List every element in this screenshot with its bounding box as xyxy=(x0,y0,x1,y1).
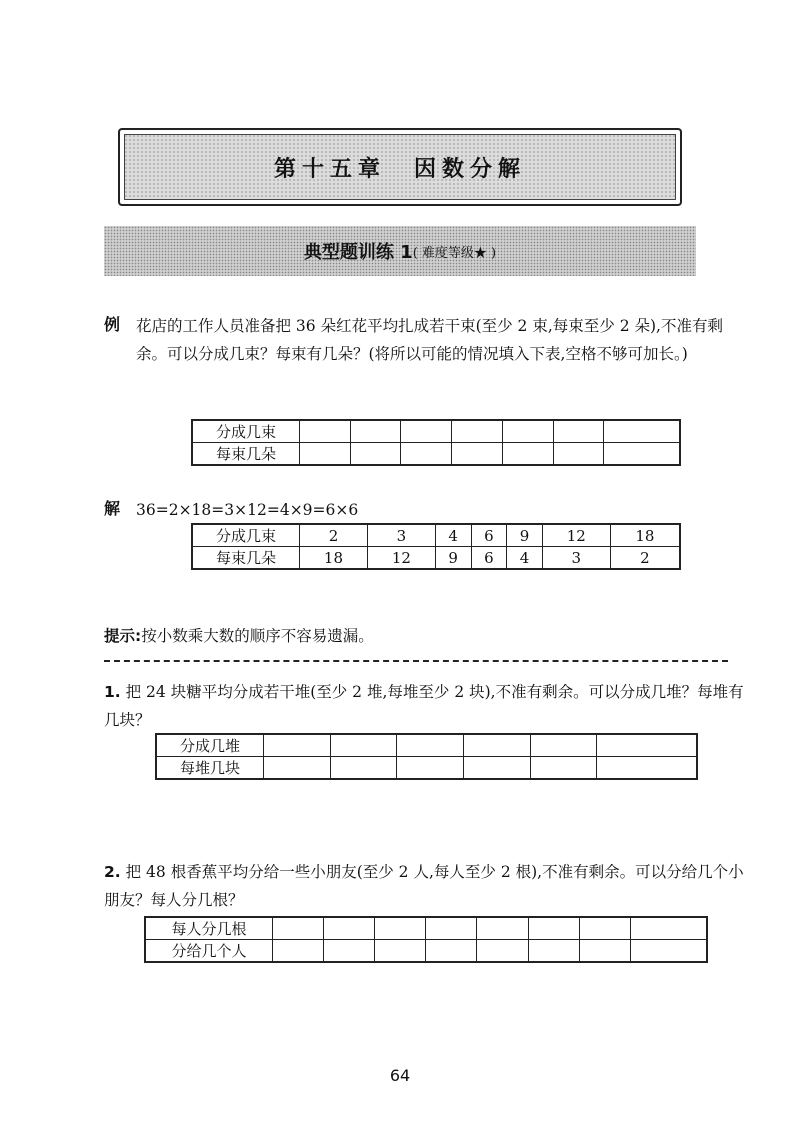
table-cell: 18 xyxy=(610,524,680,547)
table-cell[interactable] xyxy=(397,757,464,780)
table-cell[interactable] xyxy=(300,443,351,466)
question-1 xyxy=(104,678,750,734)
table-cell[interactable] xyxy=(350,443,401,466)
table-cell[interactable] xyxy=(528,940,579,963)
table-cell: 4 xyxy=(507,547,543,570)
page-number: 64 xyxy=(389,1066,411,1085)
table-row xyxy=(156,757,697,780)
table-cell[interactable] xyxy=(477,940,528,963)
table-cell[interactable] xyxy=(324,917,375,940)
table-cell: 3 xyxy=(367,524,435,547)
table-cell: 12 xyxy=(367,547,435,570)
chapter-title: 第十五章 因数分解 xyxy=(273,156,526,182)
table-cell[interactable] xyxy=(464,757,531,780)
table-cell: 3 xyxy=(542,547,610,570)
row-header: 分给几个人 xyxy=(145,940,273,963)
hint-text: 按小数乘大数的顺序不容易遗漏。 xyxy=(141,627,374,645)
solution-table xyxy=(191,523,681,570)
table-cell[interactable] xyxy=(464,734,531,757)
table-cell: 9 xyxy=(507,524,543,547)
table-row xyxy=(192,443,680,466)
table-cell[interactable] xyxy=(452,420,503,443)
question-2-text: 把 48 根香蕉平均分给一些小朋友(至少 2 人,每人至少 2 根),不准有剩余。可以分给几个小朋友？每人分几根？ xyxy=(104,863,744,909)
table-cell[interactable] xyxy=(604,443,680,466)
table-cell[interactable] xyxy=(530,757,597,780)
question-2-number: 2. xyxy=(104,863,121,881)
table-cell: 6 xyxy=(471,524,507,547)
table-cell[interactable] xyxy=(330,757,397,780)
table-row xyxy=(156,734,697,757)
table-cell[interactable] xyxy=(300,420,351,443)
question-1-table xyxy=(155,733,698,780)
table-cell[interactable] xyxy=(375,917,426,940)
question-1-number: 1. xyxy=(104,683,121,701)
question-2 xyxy=(104,858,750,914)
table-row xyxy=(192,524,680,547)
question-2-table xyxy=(144,916,708,963)
table-cell[interactable] xyxy=(597,734,697,757)
section-title: 典型题训练 1 xyxy=(303,242,413,263)
row-header: 分成几堆 xyxy=(156,734,264,757)
row-header: 分成几束 xyxy=(192,420,300,443)
table-row xyxy=(145,917,707,940)
table-cell: 12 xyxy=(542,524,610,547)
row-header: 每堆几块 xyxy=(156,757,264,780)
table-cell[interactable] xyxy=(530,734,597,757)
table-cell[interactable] xyxy=(426,917,477,940)
table-cell: 4 xyxy=(435,524,471,547)
table-cell[interactable] xyxy=(273,917,324,940)
table-cell[interactable] xyxy=(579,917,630,940)
table-cell[interactable] xyxy=(401,443,452,466)
table-cell[interactable] xyxy=(273,940,324,963)
table-cell[interactable] xyxy=(426,940,477,963)
table-cell[interactable] xyxy=(264,734,331,757)
solution-equation: 36=2×18=3×12=4×9=6×6 xyxy=(136,501,359,519)
table-cell: 6 xyxy=(471,547,507,570)
section-banner xyxy=(104,226,696,276)
table-cell: 9 xyxy=(435,547,471,570)
hint xyxy=(104,622,744,650)
table-cell[interactable] xyxy=(502,420,553,443)
table-cell[interactable] xyxy=(528,917,579,940)
table-cell: 18 xyxy=(300,547,368,570)
row-header: 每人分几根 xyxy=(145,917,273,940)
example-table xyxy=(191,419,681,466)
table-cell[interactable] xyxy=(452,443,503,466)
table-row xyxy=(192,547,680,570)
section-difficulty: ( 难度等级★ ) xyxy=(412,245,497,261)
row-header: 每束几朵 xyxy=(192,443,300,466)
table-row xyxy=(145,940,707,963)
table-cell[interactable] xyxy=(553,443,604,466)
table-cell[interactable] xyxy=(264,757,331,780)
table-cell[interactable] xyxy=(397,734,464,757)
table-cell[interactable] xyxy=(597,757,697,780)
table-cell[interactable] xyxy=(330,734,397,757)
table-cell[interactable] xyxy=(604,420,680,443)
table-cell[interactable] xyxy=(553,420,604,443)
question-1-text: 把 24 块糖平均分成若干堆(至少 2 堆,每堆至少 2 块),不准有剩余。可以分成几堆？每堆有几块？ xyxy=(104,683,744,729)
hint-label: 提示: xyxy=(104,627,142,645)
table-cell[interactable] xyxy=(375,940,426,963)
row-header: 分成几束 xyxy=(192,524,300,547)
row-header: 每束几朵 xyxy=(192,547,300,570)
table-cell[interactable] xyxy=(630,940,707,963)
chapter-banner xyxy=(118,128,682,206)
table-row xyxy=(192,420,680,443)
example-label: 例 xyxy=(104,315,121,334)
table-cell: 2 xyxy=(300,524,368,547)
table-cell: 2 xyxy=(610,547,680,570)
table-cell[interactable] xyxy=(502,443,553,466)
table-cell[interactable] xyxy=(324,940,375,963)
table-cell[interactable] xyxy=(401,420,452,443)
table-cell[interactable] xyxy=(350,420,401,443)
table-cell[interactable] xyxy=(630,917,707,940)
table-cell[interactable] xyxy=(579,940,630,963)
dashed-divider xyxy=(104,660,728,662)
table-cell[interactable] xyxy=(477,917,528,940)
example-text: 花店的工作人员准备把 36 朵红花平均扎成若干束(至少 2 束,每束至少 2 朵),不准有剩余。可以分成几束？每束有几朵？(将所以可能的情况填入下表,空格不够可加长。) xyxy=(136,317,723,363)
solution-label: 解 xyxy=(104,499,121,518)
